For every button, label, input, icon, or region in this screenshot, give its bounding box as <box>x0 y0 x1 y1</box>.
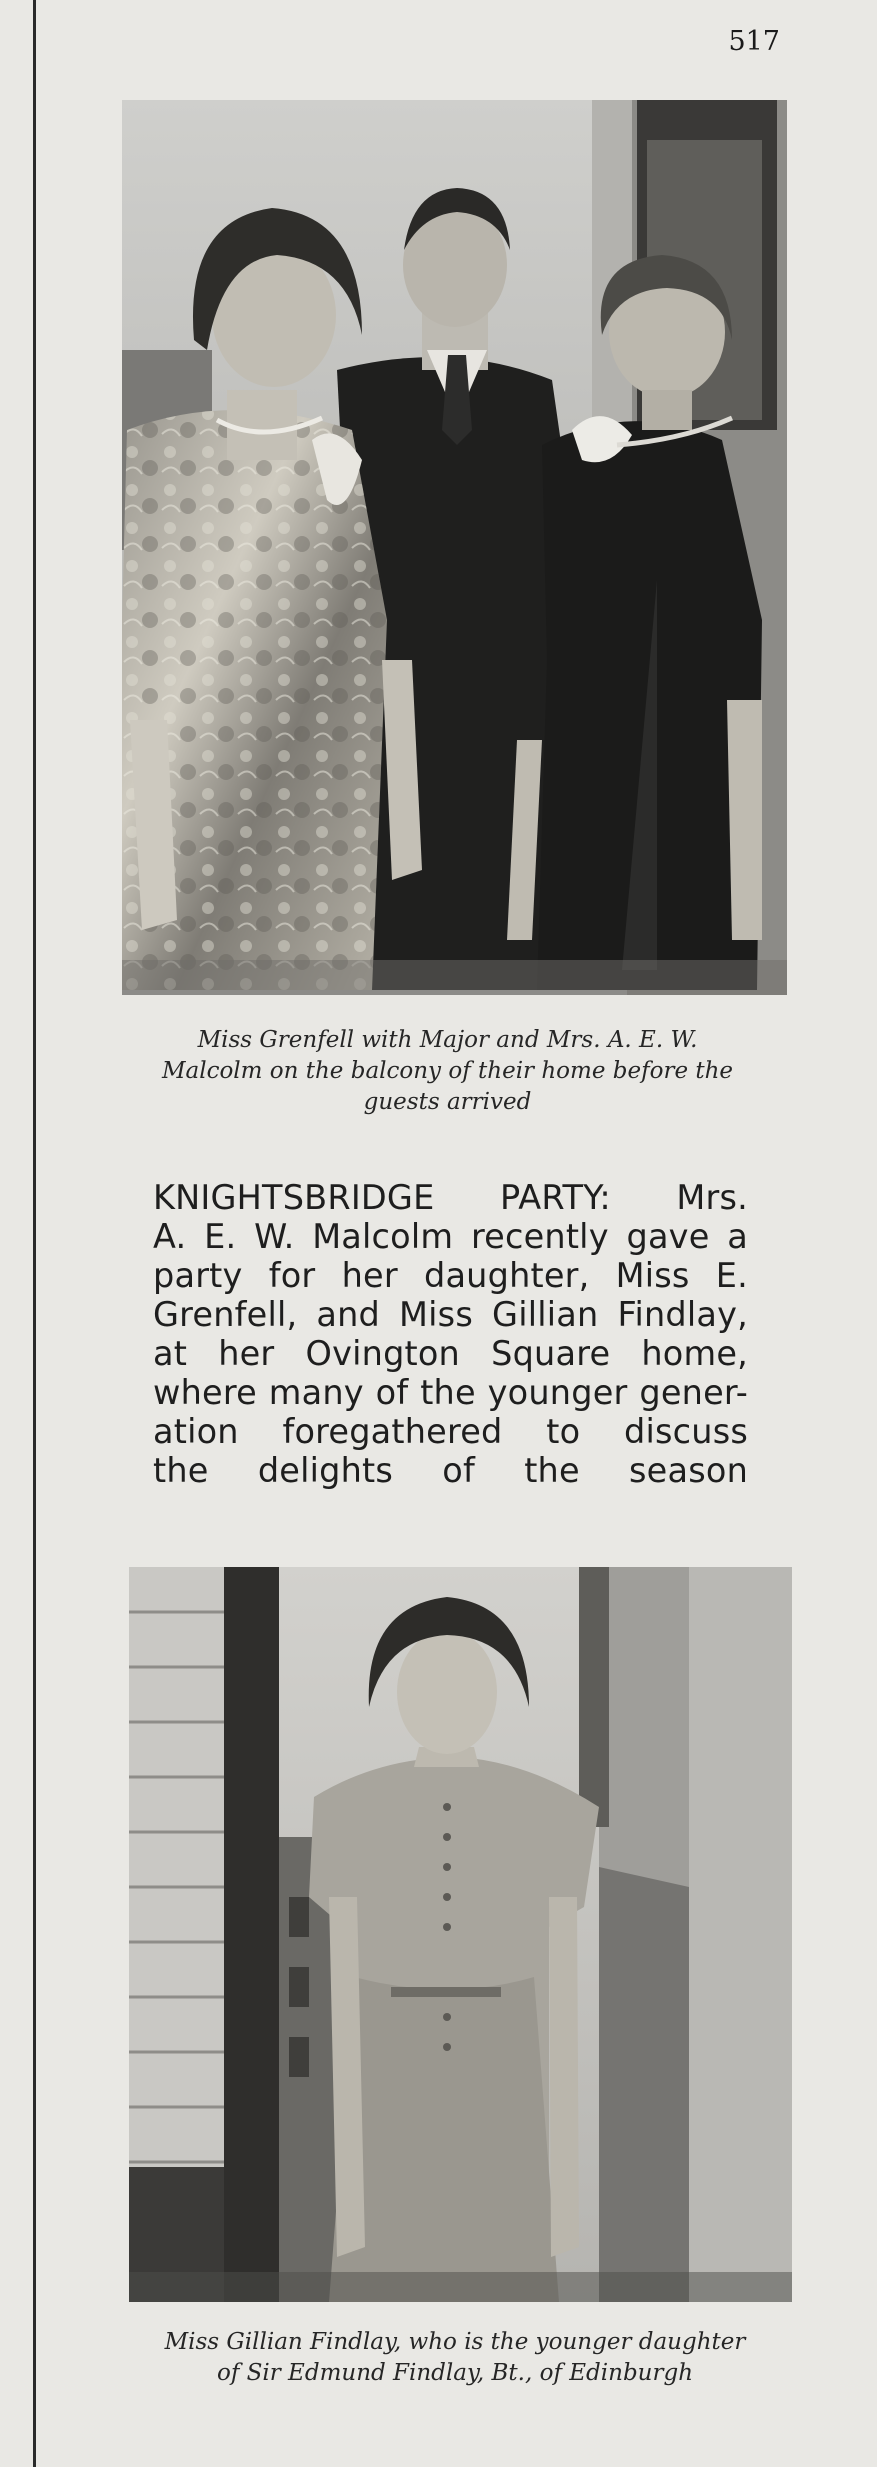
page-number: 517 <box>728 26 780 57</box>
group-photo-image <box>122 100 787 995</box>
article-text <box>153 1178 748 1490</box>
article-line: Grenfell, and Miss Gillian Findlay, <box>153 1295 748 1334</box>
portrait-photo <box>129 1567 792 2302</box>
article-line: party for her daughter, Miss E. <box>153 1256 748 1295</box>
group-photo <box>122 100 787 995</box>
article-line: the delights of the season <box>153 1451 748 1490</box>
article-line: A. E. W. Malcolm recently gave a <box>153 1217 748 1256</box>
portrait-photo-caption: Miss Gillian Findlay, who is the younger daughter of Sir Edmund Findlay, Bt., of Edinburgh <box>164 2329 746 2386</box>
article-line: KNIGHTSBRIDGE PARTY: Mrs. <box>153 1178 748 1217</box>
article-line: where many of the younger gener- <box>153 1373 748 1412</box>
binding-rule <box>33 0 36 2467</box>
article-line: ation foregathered to discuss <box>153 1412 748 1451</box>
article-line: at her Ovington Square home, <box>153 1334 748 1373</box>
group-photo-caption: Miss Grenfell with Major and Mrs. A. E. W. Malcolm on the balcony of their home before the guests arrived <box>161 1027 734 1115</box>
portrait-photo-image <box>129 1567 792 2302</box>
